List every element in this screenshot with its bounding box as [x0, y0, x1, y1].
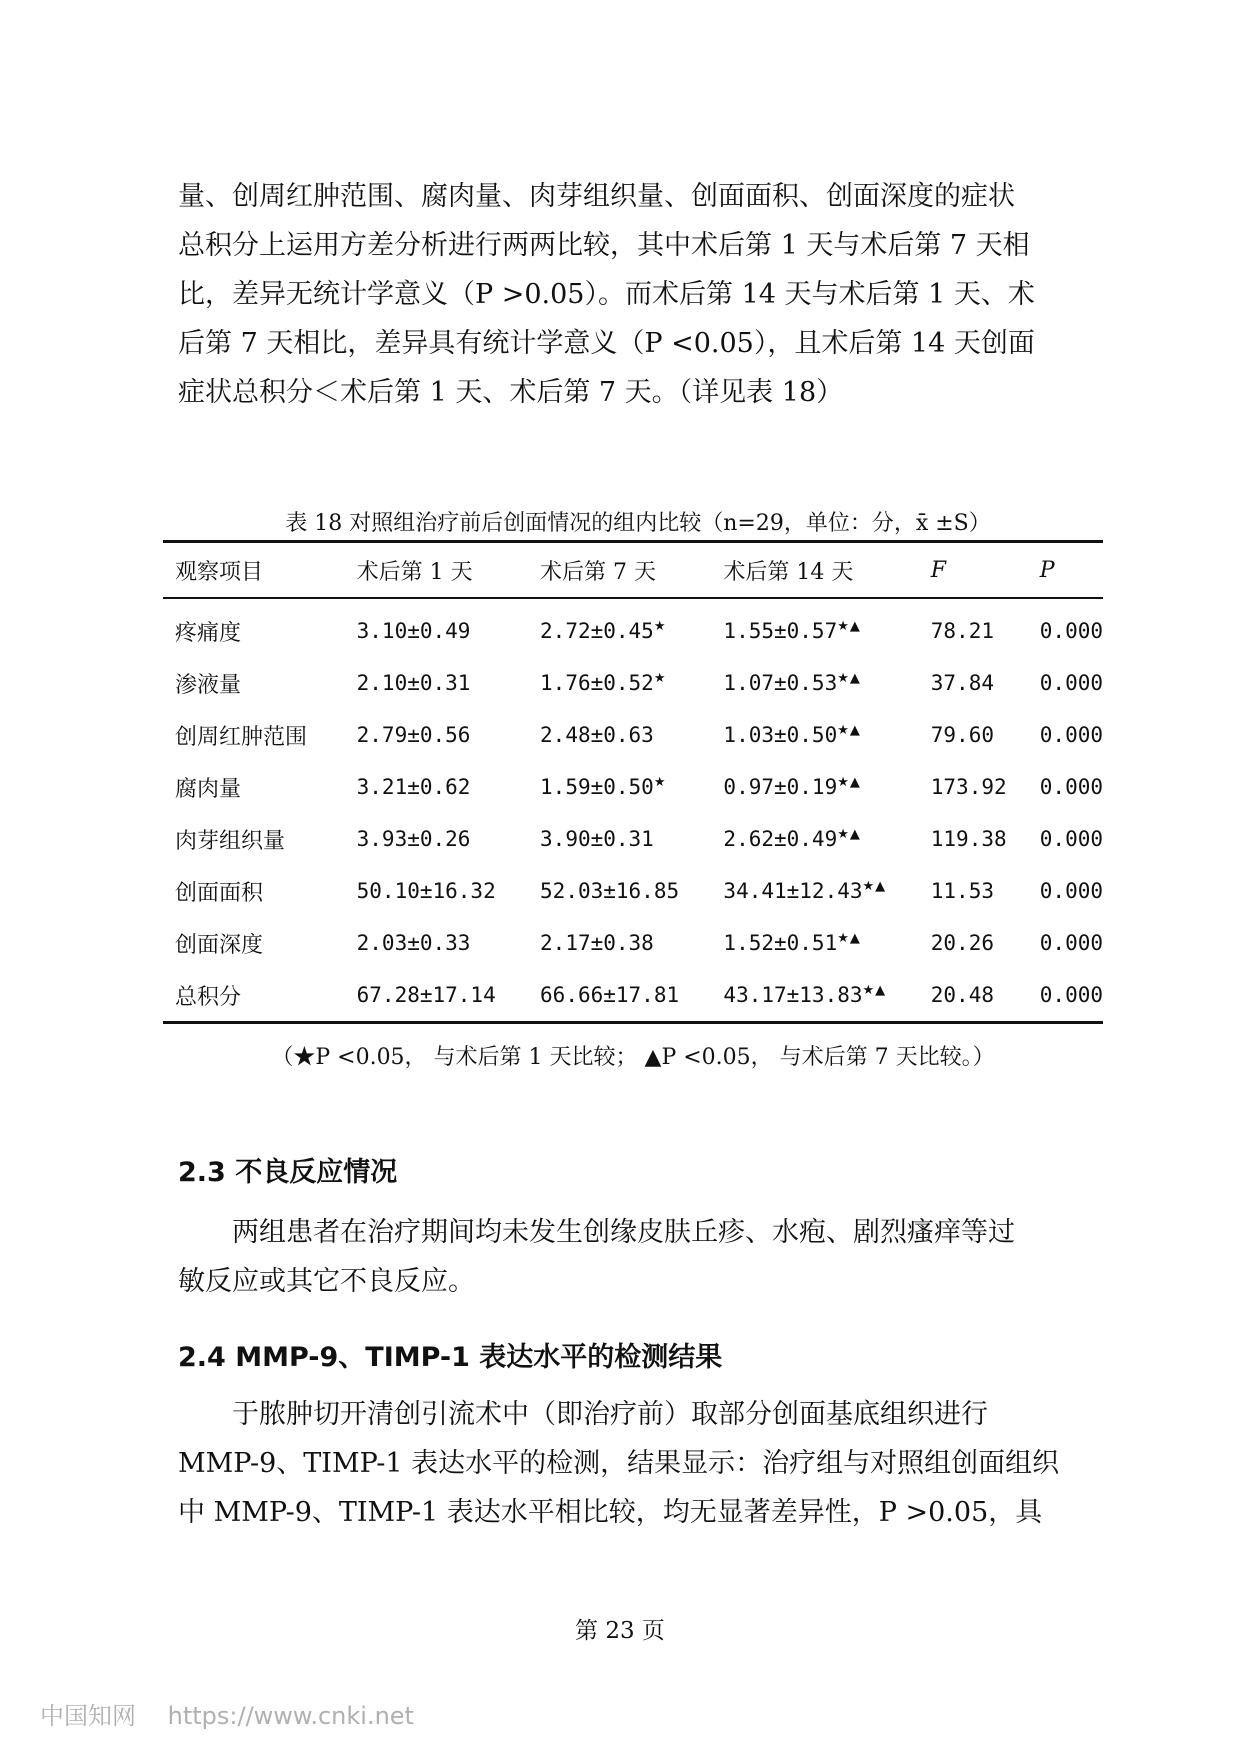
significance-marker: ★▲ [837, 930, 861, 946]
section-heading-2-3: 2.3 不良反应情况 [178, 1157, 398, 1188]
day1-cell [345, 917, 528, 969]
table-row [163, 917, 1103, 969]
text-line: 总积分上运用方差分析进行两两比较，其中术后第 1 天与术后第 7 天相 [178, 230, 1030, 261]
day1-cell [345, 865, 528, 917]
table-row [163, 657, 1103, 709]
day7-cell [528, 917, 711, 969]
table-header-row [163, 542, 1103, 599]
data-table [163, 540, 1103, 1024]
item-cell [163, 598, 345, 657]
f-cell-value: 173.92 [930, 774, 1007, 799]
p-cell-value: 0.000 [1039, 670, 1103, 695]
day14-cell-value: 1.52±0.51 [723, 930, 838, 955]
header-f: F [919, 542, 1028, 599]
day14-cell [711, 598, 918, 657]
significance-marker: ★▲ [862, 878, 887, 894]
day7-cell-value: 1.76±0.52 [540, 670, 654, 695]
day1-cell [345, 657, 528, 709]
p-cell [1028, 709, 1103, 761]
item-cell-value: 渗液量 [175, 672, 242, 698]
item-cell [163, 865, 345, 917]
day1-cell-value: 3.10±0.49 [356, 618, 471, 643]
significance-marker: ★ [653, 618, 667, 634]
text-line: 量、创周红肿范围、腐肉量、肉芽组织量、创面面积、创面深度的症状 [178, 181, 1015, 212]
header-day1: 术后第 1 天 [345, 542, 528, 599]
table-row [163, 761, 1103, 813]
f-cell-value: 20.48 [930, 982, 994, 1007]
day7-cell [528, 969, 711, 1023]
p-cell-value: 0.000 [1039, 982, 1103, 1007]
day7-cell-value: 52.03±16.85 [540, 878, 680, 903]
f-cell [919, 709, 1028, 761]
significance-marker: ★▲ [837, 774, 861, 790]
day14-cell-value: 2.62±0.49 [723, 826, 838, 851]
significance-marker: ★▲ [837, 670, 861, 686]
f-cell-value: 119.38 [930, 826, 1007, 851]
table-row [163, 813, 1103, 865]
day1-cell-value: 67.28±17.14 [356, 982, 496, 1007]
day7-cell [528, 761, 711, 813]
item-cell [163, 657, 345, 709]
section-2-3-body [178, 1208, 1098, 1306]
header-p: P [1028, 542, 1103, 599]
cnki-logo-text: 中国知网 [40, 1702, 136, 1730]
text-line: 比，差异无统计学意义（P >0.05）。而术后第 14 天与术后第 1 天、术 [178, 279, 1035, 310]
day14-cell-value: 43.17±13.83 [723, 982, 863, 1007]
table-row [163, 865, 1103, 917]
f-cell [919, 657, 1028, 709]
day7-cell-value: 2.72±0.45 [540, 618, 654, 643]
table-row [163, 969, 1103, 1023]
cnki-url: https://www.cnki.net [167, 1702, 414, 1730]
text-line: 于脓肿切开清创引流术中（即治疗前）取部分创面基底组织进行 [232, 1399, 988, 1430]
f-cell-value: 79.60 [930, 722, 994, 747]
f-cell [919, 969, 1028, 1023]
day7-cell-value: 2.17±0.38 [540, 930, 654, 955]
f-cell [919, 813, 1028, 865]
day14-cell-value: 0.97±0.19 [723, 774, 838, 799]
text-line: 后第 7 天相比，差异具有统计学意义（P <0.05），且术后第 14 天创面 [178, 328, 1035, 359]
day14-cell [711, 865, 918, 917]
day14-cell [711, 657, 918, 709]
f-cell-value: 78.21 [930, 618, 994, 643]
text-line: 两组患者在治疗期间均未发生创缘皮肤丘疹、水疱、剧烈瘙痒等过 [232, 1217, 1015, 1248]
header-day14: 术后第 14 天 [711, 542, 918, 599]
day7-cell-value: 1.59±0.50 [540, 774, 654, 799]
cnki-watermark [40, 1696, 414, 1731]
item-cell [163, 709, 345, 761]
day1-cell [345, 969, 528, 1023]
day7-cell [528, 598, 711, 657]
day1-cell-value: 3.21±0.62 [356, 774, 471, 799]
text-line: 中 MMP-9、TIMP-1 表达水平相比较，均无显著差异性，P >0.05，具 [178, 1497, 1043, 1528]
day7-cell-value: 2.48±0.63 [540, 722, 654, 747]
p-cell-value: 0.000 [1039, 618, 1103, 643]
f-cell [919, 917, 1028, 969]
text-line: 症状总积分＜术后第 1 天、术后第 7 天。（详见表 18） [178, 377, 844, 408]
day14-cell-value: 1.03±0.50 [723, 722, 838, 747]
f-cell-value: 37.84 [930, 670, 994, 695]
header-item: 观察项目 [163, 542, 345, 599]
day1-cell-value: 50.10±16.32 [356, 878, 496, 903]
item-cell-value: 腐肉量 [175, 776, 242, 802]
day14-cell-value: 1.07±0.53 [723, 670, 838, 695]
table-note: （★P <0.05， 与术后第 1 天比较； ▲P <0.05， 与术后第 7 天比较。） [271, 1045, 995, 1070]
p-cell-value: 0.000 [1039, 826, 1103, 851]
significance-marker: ★▲ [837, 618, 861, 634]
day1-cell-value: 2.10±0.31 [356, 670, 471, 695]
item-cell-value: 创面深度 [175, 932, 264, 958]
item-cell-value: 总积分 [175, 984, 242, 1010]
day7-cell [528, 709, 711, 761]
day14-cell [711, 709, 918, 761]
day7-cell [528, 813, 711, 865]
table-18 [163, 540, 1103, 1024]
significance-marker: ★ [653, 670, 667, 686]
section-heading-2-4: 2.4 MMP-9、TIMP-1 表达水平的检测结果 [178, 1342, 723, 1373]
p-cell [1028, 598, 1103, 657]
p-cell-value: 0.000 [1039, 878, 1103, 903]
item-cell-value: 肉芽组织量 [175, 828, 286, 854]
p-cell [1028, 657, 1103, 709]
item-cell [163, 761, 345, 813]
day14-cell-value: 34.41±12.43 [723, 878, 863, 903]
p-cell [1028, 917, 1103, 969]
significance-marker: ★▲ [837, 826, 861, 842]
paragraph-top [178, 172, 1098, 417]
day7-cell-value: 66.66±17.81 [540, 982, 680, 1007]
significance-marker: ★▲ [837, 722, 861, 738]
f-cell [919, 865, 1028, 917]
item-cell-value: 疼痛度 [175, 620, 242, 646]
day1-cell-value: 2.79±0.56 [356, 722, 471, 747]
p-cell-value: 0.000 [1039, 722, 1103, 747]
day7-cell-value: 3.90±0.31 [540, 826, 654, 851]
item-cell-value: 创周红肿范围 [175, 724, 308, 750]
day1-cell [345, 761, 528, 813]
f-cell [919, 761, 1028, 813]
f-cell-value: 11.53 [930, 878, 994, 903]
header-day7: 术后第 7 天 [528, 542, 711, 599]
day14-cell [711, 761, 918, 813]
significance-marker: ★▲ [862, 982, 887, 998]
item-cell [163, 917, 345, 969]
day7-cell [528, 657, 711, 709]
p-cell [1028, 761, 1103, 813]
page-number: 第 23 页 [575, 1618, 665, 1644]
table-row [163, 598, 1103, 657]
text-line: 敏反应或其它不良反应。 [178, 1266, 475, 1297]
p-cell [1028, 865, 1103, 917]
day1-cell [345, 709, 528, 761]
day1-cell [345, 813, 528, 865]
f-cell-value: 20.26 [930, 930, 994, 955]
p-cell [1028, 813, 1103, 865]
day14-cell [711, 969, 918, 1023]
day14-cell [711, 917, 918, 969]
day1-cell-value: 3.93±0.26 [356, 826, 471, 851]
item-cell [163, 813, 345, 865]
table-row [163, 709, 1103, 761]
f-cell [919, 598, 1028, 657]
significance-marker: ★ [653, 774, 667, 790]
text-line: MMP-9、TIMP-1 表达水平的检测，结果显示：治疗组与对照组创面组织 [178, 1448, 1060, 1479]
day14-cell [711, 813, 918, 865]
p-cell [1028, 969, 1103, 1023]
table-caption: 表 18 对照组治疗前后创面情况的组内比较（n=29，单位：分，x̄ ±S） [285, 511, 991, 536]
section-2-4-body [178, 1390, 1098, 1537]
p-cell-value: 0.000 [1039, 774, 1103, 799]
day1-cell-value: 2.03±0.33 [356, 930, 471, 955]
p-cell-value: 0.000 [1039, 930, 1103, 955]
item-cell [163, 969, 345, 1023]
item-cell-value: 创面面积 [175, 880, 264, 906]
day14-cell-value: 1.55±0.57 [723, 618, 838, 643]
day7-cell [528, 865, 711, 917]
day1-cell [345, 598, 528, 657]
